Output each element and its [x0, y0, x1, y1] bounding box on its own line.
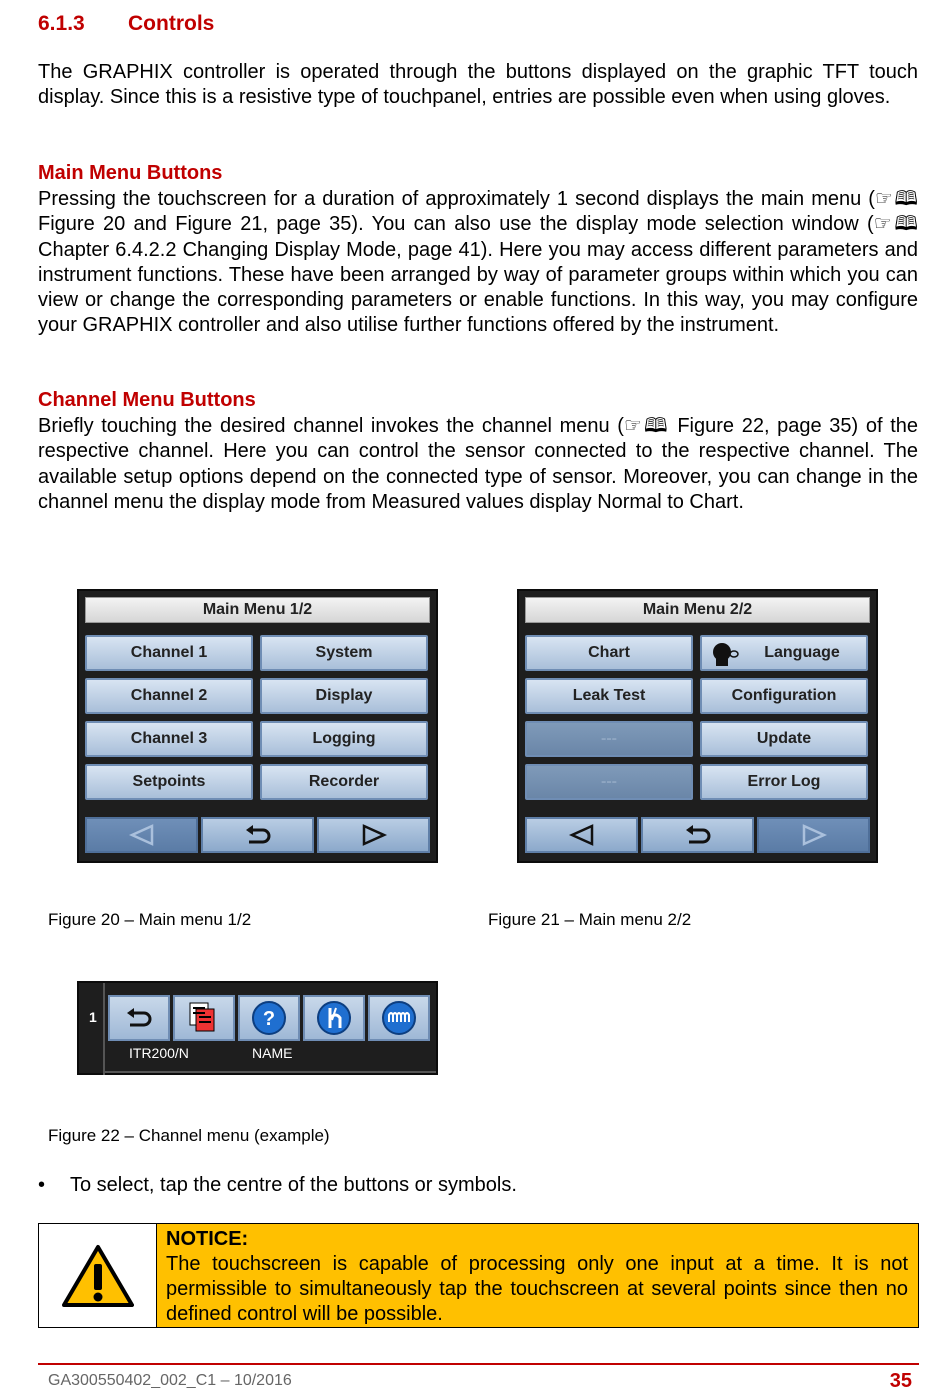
channel-menu-paragraph — [38, 414, 918, 515]
channel-1-button[interactable]: Channel 1 — [85, 635, 253, 671]
book-icon: 🕮 — [641, 415, 670, 437]
main-menu-1-screenshot — [77, 589, 438, 863]
recorder-button[interactable]: Recorder — [260, 764, 428, 800]
arrow-right-icon — [360, 823, 388, 847]
notice-text-cell — [157, 1224, 918, 1327]
back-button[interactable] — [108, 995, 170, 1041]
bullet-item — [38, 1174, 517, 1197]
arrow-right-icon — [800, 823, 828, 847]
main-menu-2-title: Main Menu 2/2 — [525, 597, 870, 623]
channel-menu-ref-1: Figure 22, page 35) of the respective channel. Here you can control the sensor connected to the respective channel. The available setup options depend on the connected type of sensor. Moreover, you can change in the channel menu the display mode from Measured values display Normal to Chart. — [38, 415, 919, 513]
notice-text: The touchscreen is capable of processing only one input at a time. It is not permissible to simultaneously tap the touchscreen at several points since then no defined control will be possible. — [166, 1253, 908, 1325]
setpoints-button[interactable]: Setpoints — [85, 764, 253, 800]
section-title: Controls — [128, 12, 215, 35]
channel-menu-text-1: Briefly touching the desired channel invokes the channel menu ( — [38, 415, 624, 437]
section-number: 6.1.3 — [38, 12, 85, 35]
notice-heading: NOTICE: — [166, 1228, 249, 1250]
channel-menu-buttons-heading: Channel Menu Buttons — [38, 389, 256, 411]
channel-3-button[interactable]: Channel 3 — [85, 721, 253, 757]
help-icon — [251, 1000, 287, 1036]
high-voltage-icon — [316, 1000, 352, 1036]
figure-20-caption: Figure 20 – Main menu 1/2 — [48, 910, 252, 929]
bullet-text: To select, tap the centre of the buttons or symbols. — [70, 1174, 517, 1196]
configuration-button[interactable]: Configuration — [700, 678, 868, 714]
sensor-type-label: ITR200/N — [129, 1045, 189, 1061]
logging-button[interactable]: Logging — [260, 721, 428, 757]
warning-triangle-icon — [62, 1244, 134, 1308]
pointing-hand-icon: ☞ — [873, 213, 892, 236]
previous-page-button[interactable] — [85, 817, 198, 853]
bullet-icon: • — [38, 1174, 46, 1196]
return-arrow-icon — [124, 1006, 154, 1030]
sensor-settings-button[interactable] — [173, 995, 235, 1041]
degas-icon — [381, 1000, 417, 1036]
main-menu-paragraph — [38, 187, 918, 339]
back-button[interactable] — [641, 817, 754, 853]
book-icon: 🕮 — [892, 188, 918, 210]
footer-rule — [38, 1363, 919, 1365]
leak-test-button[interactable]: Leak Test — [525, 678, 693, 714]
document-id: GA300550402_002_C1 – 10/2016 — [48, 1372, 292, 1389]
empty-button-2: --- — [525, 764, 693, 800]
system-button[interactable]: System — [260, 635, 428, 671]
main-menu-1-title: Main Menu 1/2 — [85, 597, 430, 623]
degas-button[interactable] — [368, 995, 430, 1041]
arrow-left-icon — [128, 823, 156, 847]
language-button[interactable] — [700, 635, 868, 671]
book-icon: 🕮 — [891, 213, 918, 236]
parameter-list-icon — [186, 1000, 222, 1036]
main-menu-ref-1: Figure 20 and Figure 21, page 35). You can also use the display mode selection window ( — [38, 213, 874, 236]
high-voltage-button[interactable] — [303, 995, 365, 1041]
channel-bottom-rule — [105, 1071, 436, 1073]
channel-number: 1 — [89, 1009, 97, 1025]
update-button[interactable]: Update — [700, 721, 868, 757]
previous-page-button[interactable] — [525, 817, 638, 853]
language-button-label: Language — [764, 644, 840, 661]
chart-button[interactable]: Chart — [525, 635, 693, 671]
arrow-left-icon — [568, 823, 596, 847]
main-menu-ref-2: Chapter 6.4.2.2 Changing Display Mode, page 41). Here you may access different parameters and instrument functions. These have been arranged by way of parameter groups within which you can view or change the corresponding parameters or enable functions. In this way, you may configure your GRAPHIX controller and also utilise further functions offered by the instrument. — [38, 238, 918, 337]
pointing-hand-icon: ☞ — [874, 188, 893, 210]
main-menu-2-screenshot — [517, 589, 878, 863]
channel-menu-screenshot — [77, 981, 438, 1075]
main-menu-text-1: Pressing the touchscreen for a duration of approximately 1 second displays the main menu ( — [38, 188, 875, 210]
back-button[interactable] — [201, 817, 314, 853]
notice-box — [38, 1223, 919, 1328]
return-arrow-icon — [683, 823, 713, 847]
next-page-button[interactable] — [317, 817, 430, 853]
page-number: 35 — [889, 1370, 912, 1392]
return-arrow-icon — [243, 823, 273, 847]
speaking-head-icon — [710, 639, 740, 667]
figure-21-caption: Figure 21 – Main menu 2/2 — [488, 910, 692, 929]
help-button[interactable] — [238, 995, 300, 1041]
main-menu-1-navbar — [85, 817, 430, 853]
svg-text:?: ? — [262, 1008, 276, 1030]
main-menu-buttons-heading: Main Menu Buttons — [38, 162, 223, 184]
intro-paragraph: The GRAPHIX controller is operated through the buttons displayed on the graphic TFT touch display. Since this is a resistive type of touchpanel, entries are possible even when using gloves. — [38, 61, 918, 109]
empty-button-1: --- — [525, 721, 693, 757]
error-log-button[interactable]: Error Log — [700, 764, 868, 800]
channel-divider — [103, 983, 105, 1075]
next-page-button[interactable] — [757, 817, 870, 853]
section-heading — [38, 12, 214, 36]
channel-name-label: NAME — [252, 1045, 293, 1061]
pointing-hand-icon: ☞ — [623, 415, 642, 437]
main-menu-2-navbar — [525, 817, 870, 853]
channel-2-button[interactable]: Channel 2 — [85, 678, 253, 714]
display-button[interactable]: Display — [260, 678, 428, 714]
notice-icon-cell — [39, 1224, 157, 1327]
figure-22-caption: Figure 22 – Channel menu (example) — [48, 1126, 330, 1145]
